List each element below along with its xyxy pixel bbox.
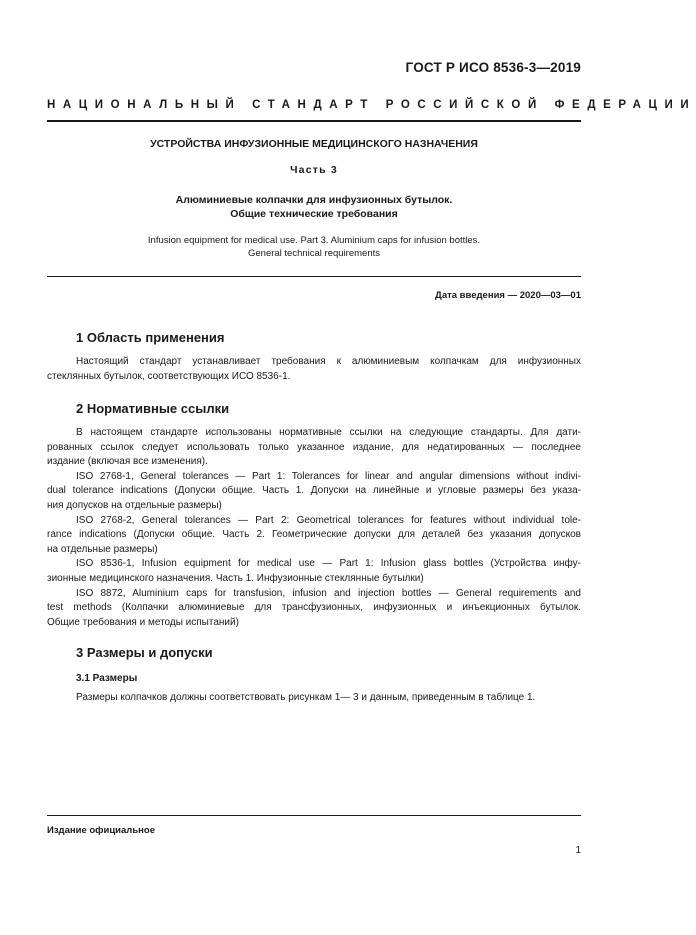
text-line: Настоящий стандарт устанавливает требования к алюминиевым колпачкам для инфузионных — [76, 356, 581, 367]
reference-line: dual tolerance indications (Допуски общие. Часть 1. Допуски на линейные и угловые размеры без указа- — [47, 485, 581, 497]
reference-line: test methods (Колпачки алюминиевые для трансфузионных, инфузионных и инъекционных бутылок. — [47, 602, 581, 614]
section-1-heading: 1 Область применения — [76, 330, 225, 345]
reference-line: ния допусков на отдельные размеры) — [47, 499, 222, 511]
text-line: Размеры колпачков должны соответствовать рисункам 1— 3 и данным, приведенным в таблице 1. — [76, 692, 536, 703]
footer-rule — [47, 815, 581, 816]
introduction-date: Дата введения — 2020—03—01 — [435, 290, 581, 301]
text-line: издание (включая все изменения). — [47, 456, 208, 468]
standard-title: УСТРОЙСТВА ИНФУЗИОННЫЕ МЕДИЦИНСКОГО НАЗНАЧЕНИЯ — [150, 138, 478, 150]
reference-line: ISO 8872, Aluminium caps for transfusion, infusion and injection bottles — General requirements and — [76, 587, 581, 599]
section-2-text — [47, 426, 581, 630]
official-edition-label: Издание официальное — [47, 825, 155, 836]
text-line: рованных ссылок следует использовать только указанное издание, для недатированных — последнее — [47, 441, 581, 453]
reference-line: ISO 2768-1, General tolerances — Part 1: Tolerances for linear and angular dimensions without indivi- — [76, 470, 581, 482]
page-number: 1 — [575, 845, 581, 856]
section-1-text — [47, 355, 581, 384]
reference-line: на отдельные размеры) — [47, 543, 158, 555]
section-2-heading: 2 Нормативные ссылки — [76, 401, 230, 416]
subtitle-line: Алюминиевые колпачки для инфузионных бутылок. — [175, 194, 453, 206]
title-rule — [47, 276, 581, 277]
english-title-line: Infusion equipment for medical use. Part 3. Aluminium caps for infusion bottles. — [147, 235, 481, 246]
text-line: стеклянных бутылок, соответствующих ИСО 8536-1. — [47, 370, 291, 382]
header-rule — [47, 120, 581, 122]
section-3-heading: 3 Размеры и допуски — [76, 645, 213, 660]
subsection-3-1-heading: 3.1 Размеры — [76, 673, 138, 684]
english-title-line: General technical requirements — [247, 248, 380, 259]
section-3-text — [47, 691, 581, 706]
standard-subtitle — [47, 193, 581, 221]
reference-line: зионные медицинского назначения. Часть 1. Инфузионные стеклянные бутылки) — [47, 572, 424, 584]
national-standard-banner: НАЦИОНАЛЬНЫЙ СТАНДАРТ РОССИЙСКОЙ ФЕДЕРАЦИИ — [47, 99, 696, 111]
reference-line: ISO 2768-2, General tolerances — Part 2: Geometrical tolerances for features without individual tole- — [76, 514, 581, 526]
reference-line: ISO 8536-1, Infusion equipment for medical use — Part 1: Infusion glass bottles (Устройства инфу- — [76, 558, 581, 570]
subtitle-line: Общие технические требования — [230, 208, 398, 220]
text-line: В настоящем стандарте использованы нормативные ссылки на следующие стандарты. Для дати- — [76, 427, 581, 438]
reference-line: rance indications (Допуски общие. Часть 2. Геометрические допуски для деталей без указания допусков — [47, 529, 581, 541]
english-title — [47, 234, 581, 260]
document-code: ГОСТ Р ИСО 8536-3—2019 — [405, 60, 581, 75]
part-label: Часть 3 — [290, 164, 338, 176]
reference-line: Общие требования и методы испытаний) — [47, 616, 239, 628]
